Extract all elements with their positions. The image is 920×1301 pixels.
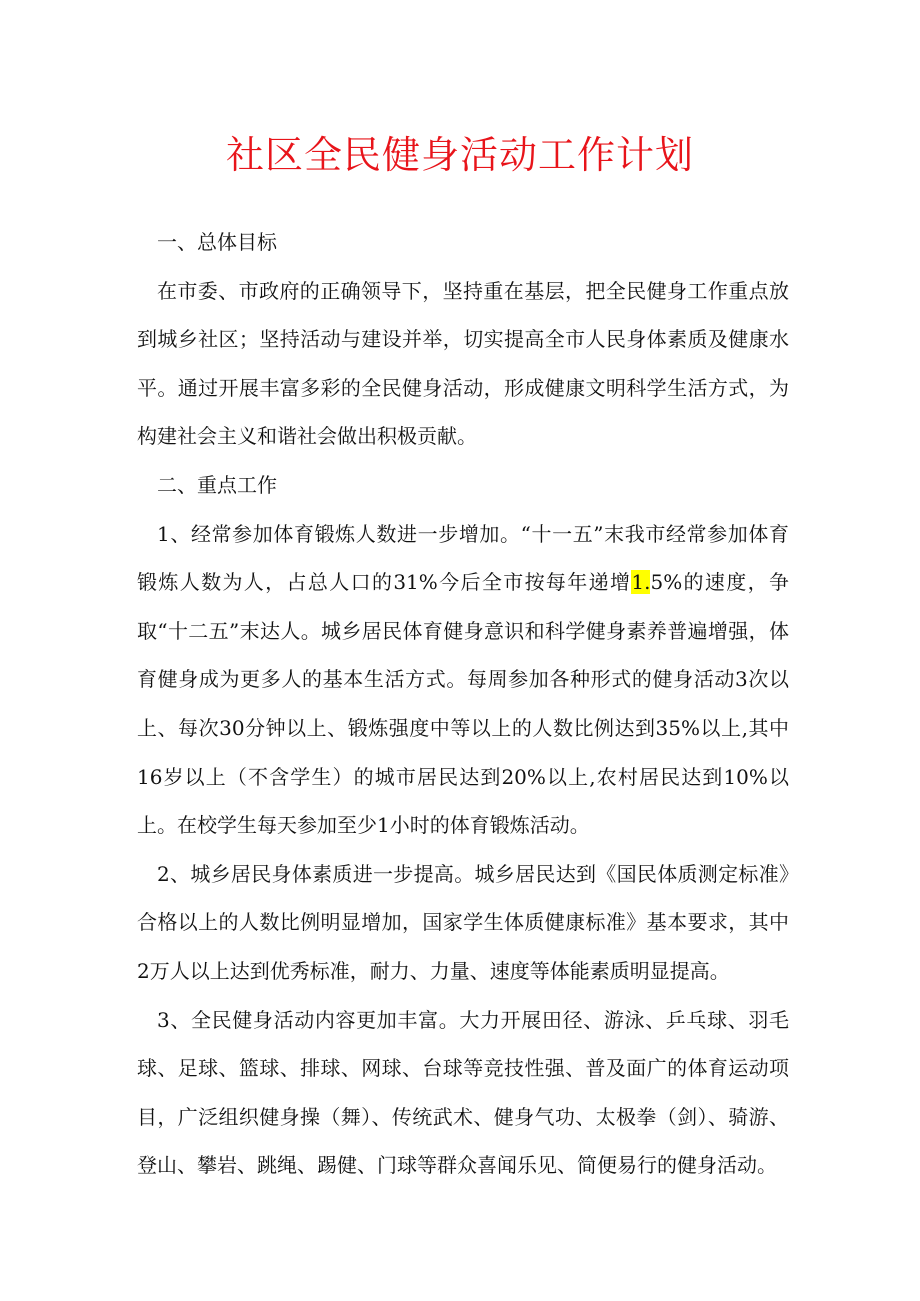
- paragraph-overall-goal: 在市委、市政府的正确领导下，坚持重在基层，把全民健身工作重点放到城乡社区；坚持活动与建设并举，切实提高全市人民身体素质及健康水平。通过开展丰富多彩的全民健身活动，形成健康文明科学生活方式，为构建社会主义和谐社会做出积极贡献。: [137, 278, 789, 449]
- paragraph-item-2: 2、城乡居民身体素质进一步提高。城乡居民达到《国民体质测定标准》合格以上的人数比例明显增加，国家学生体质健康标准》基本要求，其中2万人以上达到优秀标准，耐力、力量、速度等体能素质明显提高。: [137, 861, 789, 983]
- paragraph-item-1: [137, 510, 789, 850]
- highlighted-text: 1.: [631, 570, 651, 595]
- document-body: [137, 218, 789, 1190]
- item-1-text-after: 5%的速度，争取“十二五”末达人。城乡居民体育健身意识和科学健身素养普遍增强，体育健身成为更多人的基本生活方式。每周参加各种形式的健身活动3次以上、每次30分钟以上、锻炼强度中等以上的人数比例达到35%以上,其中16岁以上（不含学生）的城市居民达到20%以上,农村居民达到10%以上。在校学生每天参加至少1小时的体育锻炼活动。: [137, 570, 789, 838]
- document-title: 社区全民健身活动工作计划: [225, 133, 694, 177]
- section-heading-key-work: 二、重点工作: [157, 472, 277, 497]
- item-1-text-before: 1、经常参加体育锻炼人数进一步增加。“十一五”末我市经常参加体育锻炼人数为人，占总人口的31%今后全市按每年递增: [137, 521, 789, 595]
- section-heading-overall-goal: 一、总体目标: [157, 230, 277, 254]
- paragraph-item-3: 3、全民健身活动内容更加丰富。大力开展田径、游泳、乒乓球、羽毛球、足球、篮球、排球、网球、台球等竞技性强、普及面广的体育运动项目，广泛组织健身操（舞）、传统武术、健身气功、太极拳（剑）、骑游、登山、攀岩、跳绳、踢健、门球等群众喜闻乐见、简便易行的健身活动。: [137, 1007, 789, 1178]
